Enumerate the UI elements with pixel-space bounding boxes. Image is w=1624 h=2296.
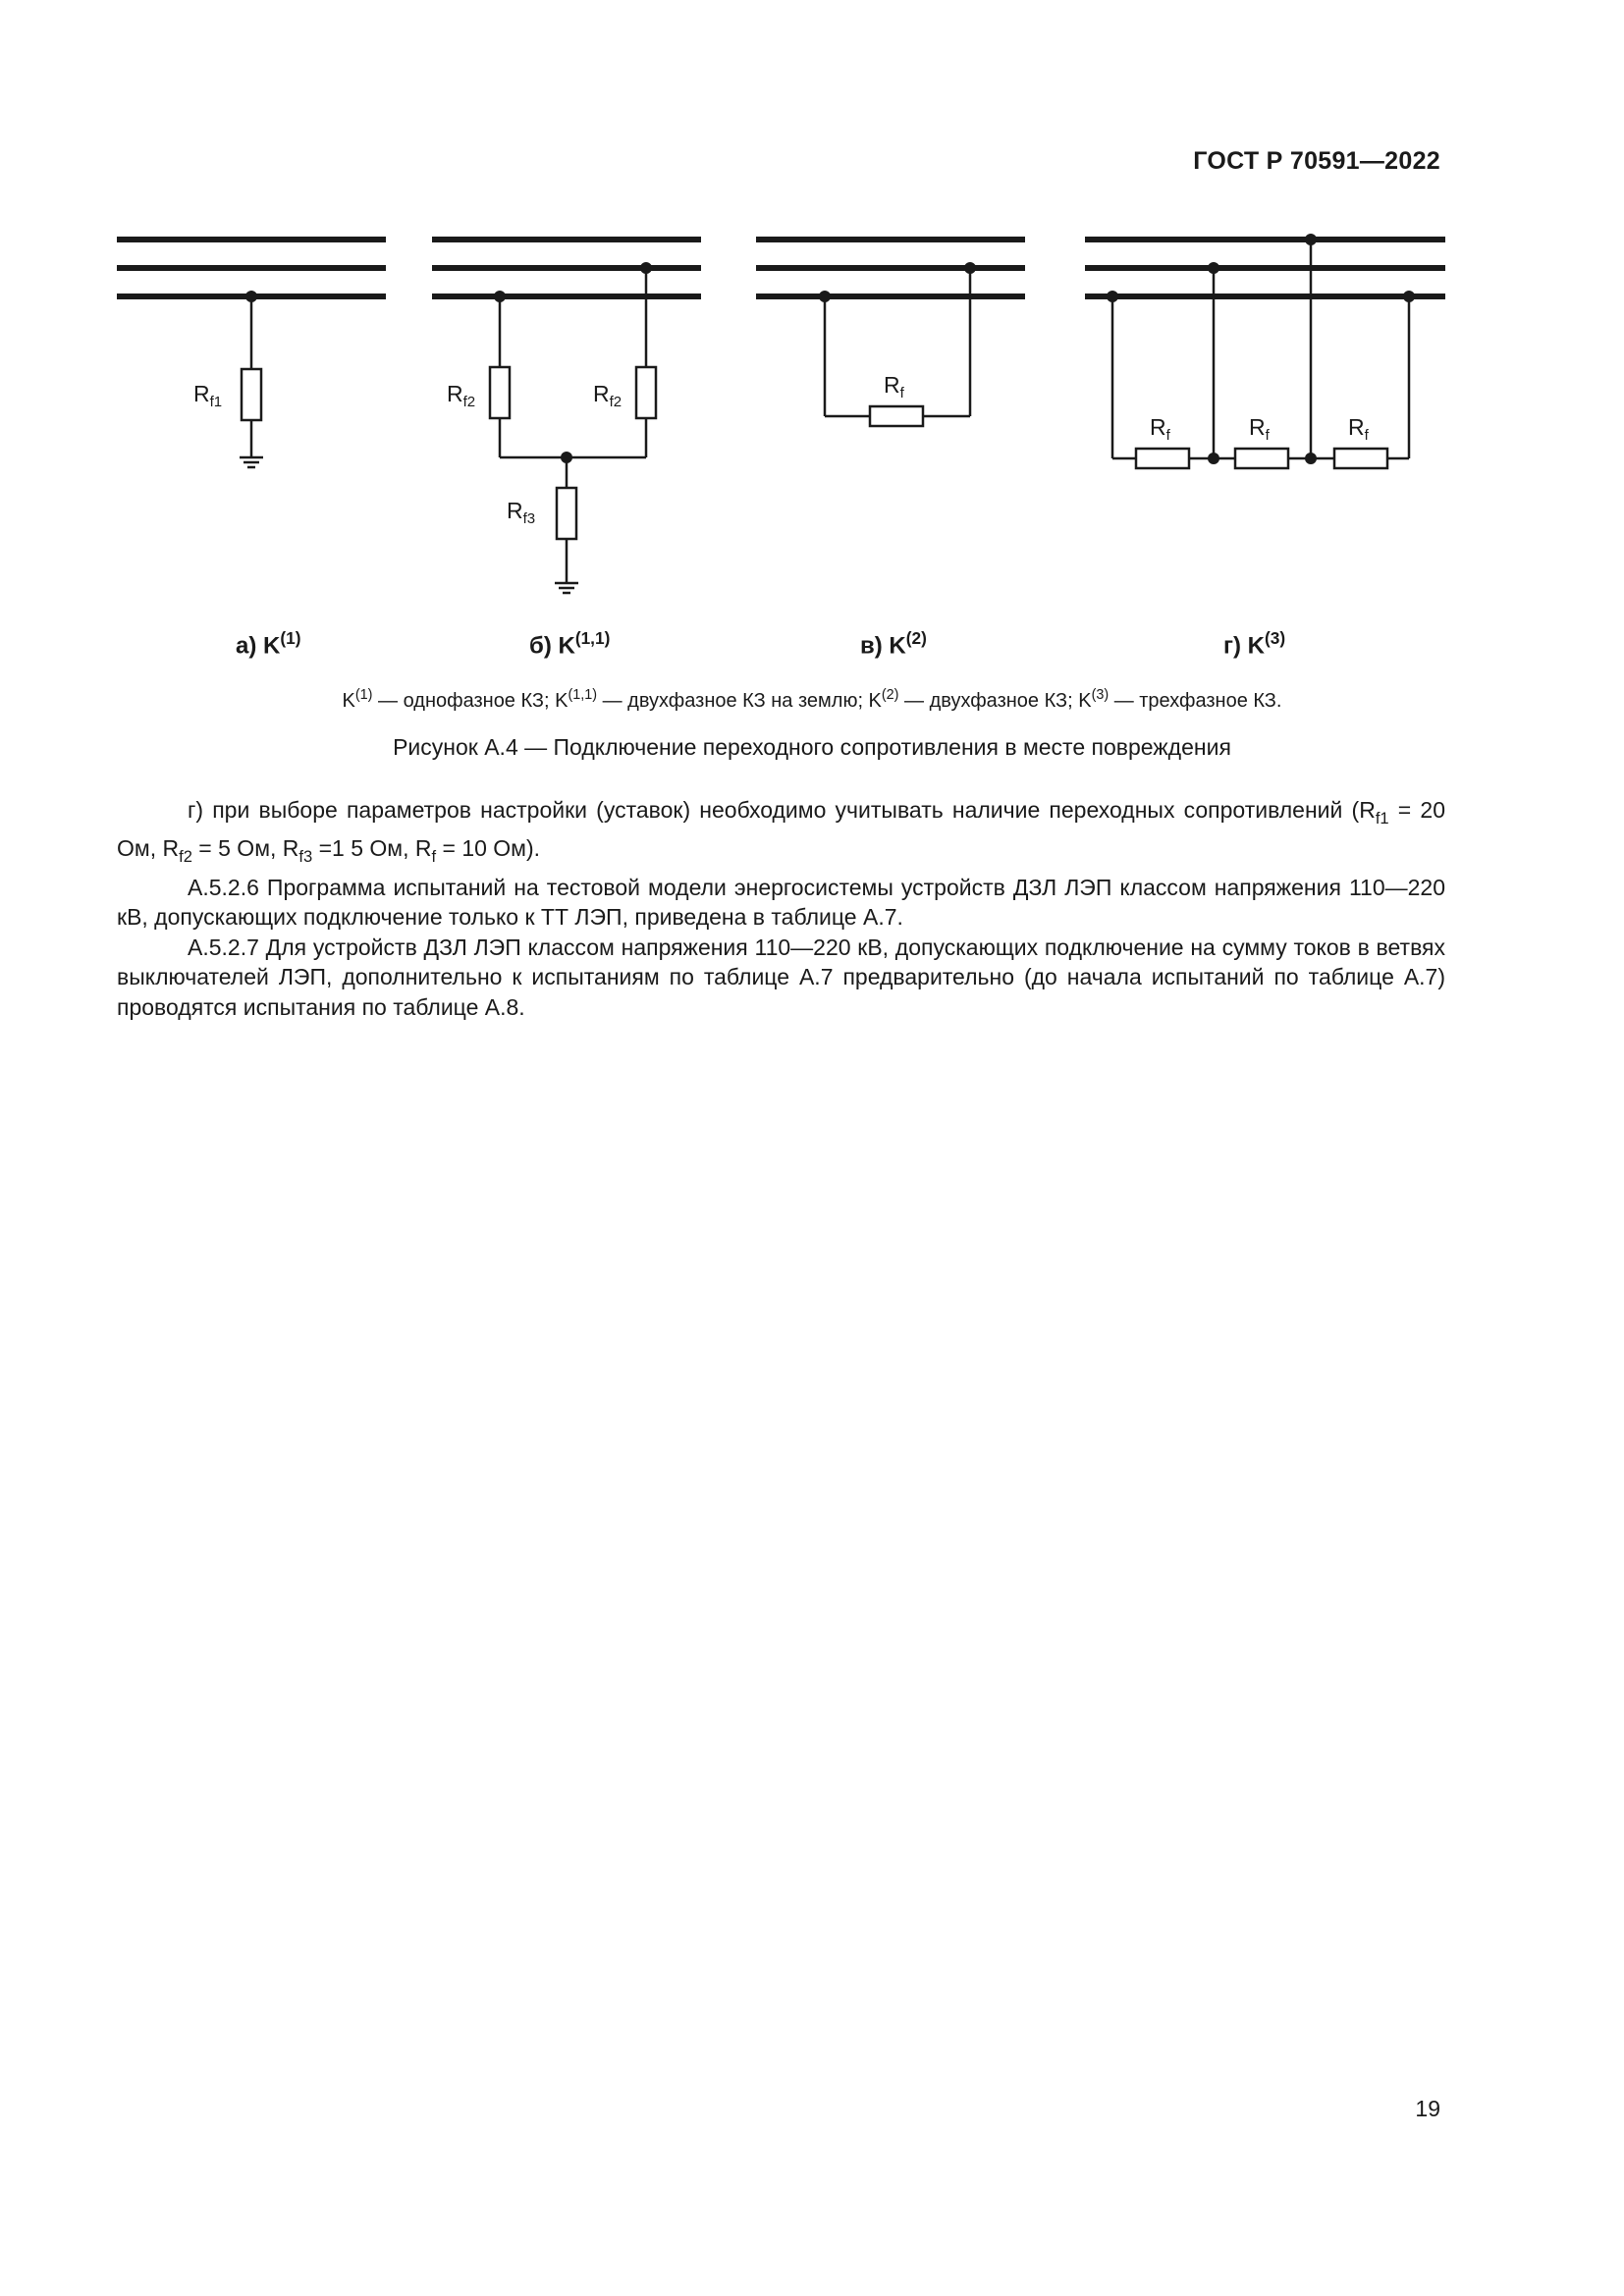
paragraph-a526: А.5.2.6 Программа испытаний на тестовой модели энергосистемы устройств ДЗЛ ЛЭП классом напряжения 110—220 кВ, допускающих подключение только к ТТ ЛЭП, приведена в таблице А.7. (117, 874, 1445, 931)
diagram-v-busbars (756, 240, 1025, 296)
resistor-rf-v (870, 406, 923, 426)
label-rf-g3: $R_f$ (1348, 414, 1369, 444)
document-standard-header: ГОСТ Р 70591—2022 (1193, 147, 1440, 175)
resistor-rf2-right (636, 367, 656, 418)
diagram-b-busbars (432, 240, 701, 296)
caption-g: г) $K^{(3)}$ (1223, 628, 1286, 660)
label-rf2-left: $R_{f2}$ (447, 381, 476, 410)
paragraph-g: г) при выборе параметров настройки (уставок) необходимо учитывать наличие переходных сопротивлений ($R_{f1} = 20$ Ом, $R_{f2} = 5$ Ом, $R_{f3} =1$ 5 Ом, $R_f = 10$ Ом). (117, 797, 1445, 867)
label-rf3: $R_{f3}$ (507, 498, 536, 527)
figure-legend: $K^{(1)}$ — однофазное КЗ; K$^{(1,1)}$ — двухфазное КЗ на землю; $K^{(2)}$ — двухфазное КЗ; $K^{(3)}$ — трехфазное КЗ. (342, 687, 1282, 712)
resistor-rf1 (242, 369, 261, 420)
label-rf-v: $R_f$ (884, 372, 904, 401)
resistor-rf-g2 (1235, 449, 1288, 468)
figure-title: Рисунок А.4 — Подключение переходного сопротивления в месте повреждения (393, 734, 1231, 760)
resistor-rf-g1 (1136, 449, 1189, 468)
page-number: 19 (1415, 2096, 1440, 2121)
body-text (117, 795, 1445, 1022)
diagram-g-busbars (1085, 240, 1445, 296)
diagram-a-busbars (117, 240, 386, 296)
resistor-rf2-left (490, 367, 510, 418)
resistor-rf3 (557, 488, 576, 539)
caption-a: а) $K^{(1)}$ (236, 628, 301, 660)
label-rf-g1: $R_f$ (1150, 414, 1170, 444)
resistor-rf-g3 (1334, 449, 1387, 468)
fault-resistance-diagram (0, 0, 1624, 687)
label-rf1: $R_{f1}$ (193, 381, 223, 410)
caption-v: в) $K^{(2)}$ (860, 628, 927, 660)
label-rf2-right: $R_{f2}$ (593, 381, 623, 410)
caption-b: б) K$^{(1,1)}$ (529, 628, 611, 660)
paragraph-a527: А.5.2.7 Для устройств ДЗЛ ЛЭП классом напряжения 110—220 кВ, допускающих подключение на сумму токов в ветвях выключателей ЛЭП, дополнительно к испытаниям по таблице А.7 предварительно (до начала испытаний по таблице А.7) проводятся испытания по таблице А.8. (117, 934, 1445, 1020)
label-rf-g2: $R_f$ (1249, 414, 1270, 444)
